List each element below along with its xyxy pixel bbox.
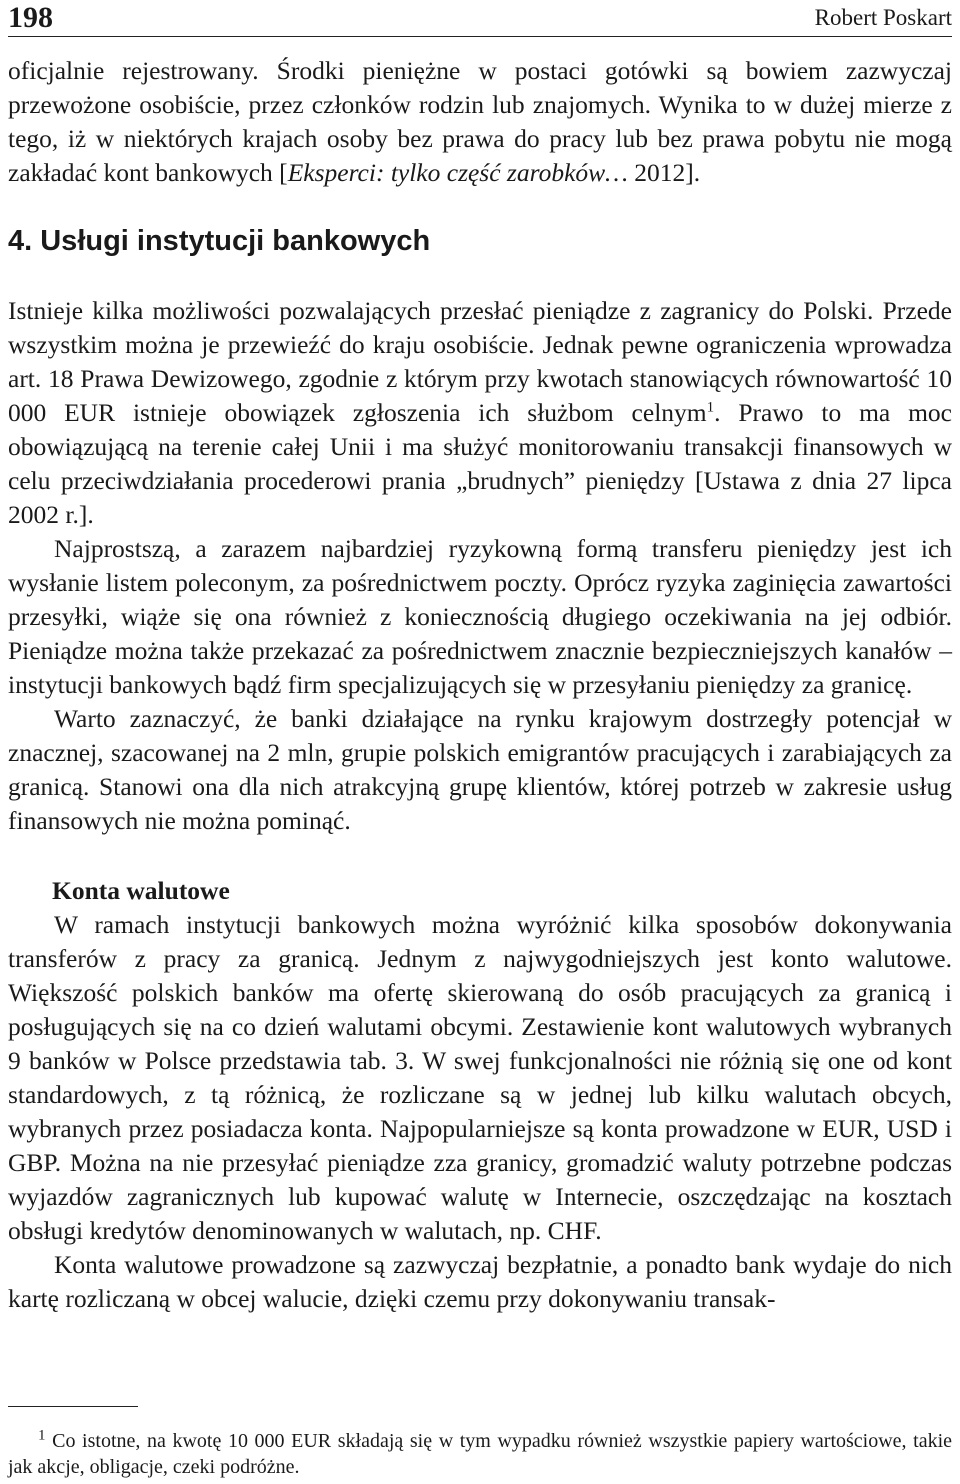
- paragraph-1-text: Istnieje kilka możliwości pozwalających przesłać pieniądze z zagranicy do Polski. Przede wszystkim można je przewieźć do kraju osobiście. Jednak pewne ograniczenia wprowadza art. 18 Prawa Dewizowego, zgodnie z którym przy kwotach stanowiących równowartość 10 000 EUR istnieje obowiązek zgłoszenia ich służbom celnym: [8, 296, 952, 427]
- intro-text: oficjalnie rejestrowany. Środki pieniężne w postaci gotówki są bowiem zazwyczaj przewożone osobiście, przez członków rodzin lub znajomych. Wynika to w dużej mierze z tego, iż w niektórych krajach osoby bez prawa do pracy lub bez prawa pobytu nie mogą zakładać kont bankowych [: [8, 56, 952, 187]
- paragraph-1-text-end: . Prawo to ma moc obowiązującą na terenie całej Unii i ma służyć monitorowaniu transakcji finansowych w celu przeciwdziałania procederowi prania „brudnych” pieniędzy [Ustawa z dnia 27 lipca 2002 r.].: [8, 398, 952, 529]
- footnote: [8, 1428, 952, 1480]
- footnote-separator: [8, 1406, 138, 1407]
- paragraph-5: Konta walutowe prowadzone są zazwyczaj bezpłatnie, a ponadto bank wydaje do nich kartę rozliczaną w obcej walucie, dzięki czemu przy dokonywaniu transak-: [8, 1250, 952, 1313]
- paragraph-1: [8, 294, 952, 532]
- paragraph-3: Warto zaznaczyć, że banki działające na rynku krajowym dostrzegły potencjał w znacznej, szacowanej na 2 mln, grupie polskich emigrantów pracujących i zarabiających za granicą. Stanowi ona dla nich atrakcyjną grupę klientów, której potrzeb w zakresie usług finansowych nie można pominąć.: [8, 704, 952, 835]
- intro-text-end: 2012].: [627, 158, 701, 187]
- citation-title: Eksperci: tylko część zarobków…: [287, 158, 628, 187]
- footnote-text: Co istotne, na kwotę 10 000 EUR składają się w tym wypadku również wszystkie papiery wartościowe, takie jak akcje, obligacje, czeki podróżne.: [8, 1430, 953, 1478]
- paragraph-2: Najprostszą, a zarazem najbardziej ryzykowną formą transferu pieniędzy jest ich wysłanie listem poleconym, za pośrednictwem poczty. Oprócz ryzyka zaginięcia zawartości przesyłki, wiąże się ona również z koniecznością długiego oczekiwania na jej odbiór. Pieniądze można także przekazać za pośrednictwem znacznie bezpieczniejszych kanałów – instytucji bankowych bądź firm specjalizujących się w przesyłaniu pieniędzy za granicę.: [8, 534, 952, 699]
- footnote-reference: 1: [706, 399, 715, 416]
- section-heading: 4. Usługi instytucji bankowych: [8, 225, 431, 257]
- author-name: Robert Poskart: [814, 5, 952, 30]
- body-text: [8, 54, 952, 1316]
- subsection-heading: Konta walutowe: [52, 876, 230, 905]
- intro-paragraph: [8, 54, 952, 190]
- running-header: [8, 0, 952, 37]
- paragraph-4: W ramach instytucji bankowych można wyróżnić kilka sposobów dokonywania transferów z pracy za granicą. Jednym z najwygodniejszych jest konto walutowe. Większość polskich banków ma ofertę skierowaną do osób pracujących za granicą i posługujących się na co dzień walutami obcymi. Zestawienie kont walutowych wybranych 9 banków w Polsce przedstawia tab. 3. W swej funkcjonalności nie różnią się one od kont standardowych, z tą różnicą, że rozliczane są w jednej lub kilku walutach obcych, wybranych przez posiadacza konta. Najpopularniejsze są konta prowadzone w EUR, USD i GBP. Można na nie przesyłać pieniądze zza granicy, gromadzić waluty potrzebne podczas wyjazdów zagranicznych lub kupować walutę w Internecie, oszczędzając na kosztach obsługi kredytów denominowanych w walutach, np. CHF.: [8, 910, 952, 1245]
- footnote-number: 1: [38, 1427, 46, 1444]
- page-number: 198: [8, 1, 53, 34]
